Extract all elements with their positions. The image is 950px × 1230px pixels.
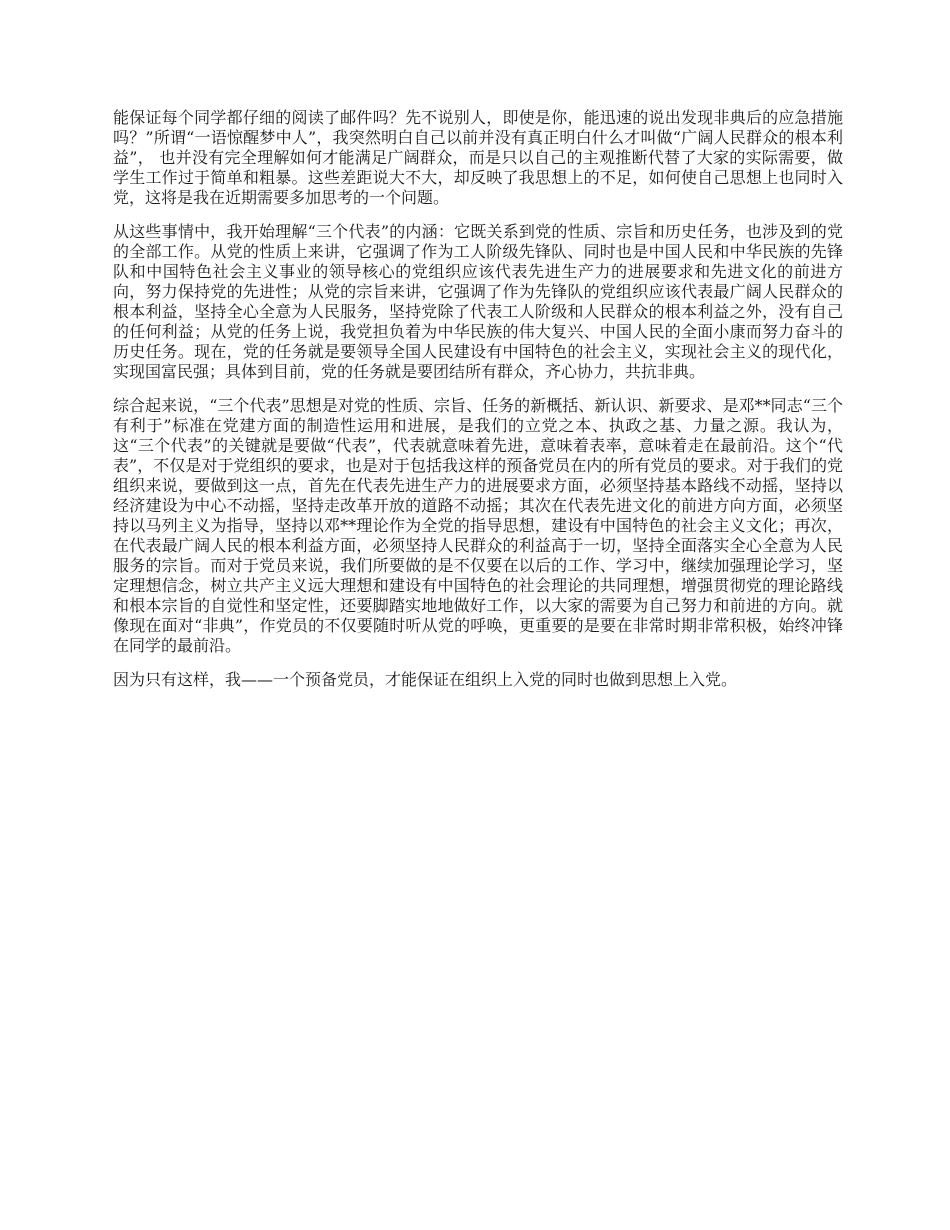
- paragraph-4: 因为只有这样，我——一个预备党员，才能保证在组织上入党的同时也做到思想上入党。: [113, 670, 738, 689]
- paragraph-3: 综合起来说，“三个代表”思想是对党的性质、宗旨、任务的新概括、新认识、新要求、是邓**同志“三个有利于”标准在党建方面的制造性运用和进展，是我们的立党之本、执政之基、力量之源。我认为，这“三个代表”的关键就是要做“代表”，代表就意味着先进，意味着表率，意味着走在最前沿。这个“代表”，不仅是对于党组织的要求，也是对于包括我这样的预备党员在内的所有党员的要求。对于我们的党组织来说，要做到这一点，首先在代表先进生产力的进展要求方面，必须坚持基本路线不动摇，坚持以经济建设为中心不动摇，坚持走改革开放的道路不动摇；其次在代表先进文化的前进方向方面，必须坚持以马列主义为指导，坚持以邓**理论作为全党的指导思想，建设有中国特色的社会主义文化；再次，在代表最广阔人民的根本利益方面，必须坚持人民群众的利益高于一切，坚持全面落实全心全意为人民服务的宗旨。而对于党员来说，我们所要做的是不仅要在以后的工作、学习中，继续加强理论学习，坚定理想信念，树立共产主义远大理想和建设有中国特色的社会理论的共同理想，增强贯彻党的理论路线和根本宗旨的自觉性和坚定性，还要脚踏实地地做好工作，以大家的需要为自己努力和前进的方向。就像现在面对“非典”，作党员的不仅要随时听从党的呼唤，更重要的是要在非常时期非常积极，始终冲锋在同学的最前沿。: [113, 396, 843, 655]
- document-page: [113, 108, 843, 704]
- paragraph-1: 能保证每个同学都仔细的阅读了邮件吗？先不说别人，即使是你，能迅速的说出发现非典后的应急措施吗？”所谓“一语惊醒梦中人”，我突然明白自己以前并没有真正明白什么才叫做“广阔人民群众的根本利益”， 也并没有完全理解如何才能满足广阔群众，而是只以自己的主观推断代替了大家的实际需要，做学生工作过于简单和粗暴。这些差距说大不大，却反映了我思想上的不足，如何使自己思想上也同时入党，这将是我在近期需要多加思考的一个问题。: [113, 108, 843, 207]
- paragraph-2: 从这些事情中，我开始理解“三个代表”的内涵：它既关系到党的性质、宗旨和历史任务，也涉及到的党的全部工作。从党的性质上来讲，它强调了作为工人阶级先锋队、同时也是中国人民和中华民族的先锋队和中国特色社会主义事业的领导核心的党组织应该代表先进生产力的进展要求和先进文化的前进方向，努力保持党的先进性；从党的宗旨来讲，它强调了作为先锋队的党组织应该代表最广阔人民群众的根本利益，坚持全心全意为人民服务，坚持党除了代表工人阶级和人民群众的根本利益之外，没有自己的任何利益；从党的任务上说，我党担负着为中华民族的伟大复兴、中国人民的全面小康而努力奋斗的历史任务。现在，党的任务就是要领导全国人民建设有中国特色的社会主义，实现社会主义的现代化，实现国富民强；具体到目前，党的任务就是要团结所有群众，齐心协力，共抗非典。: [113, 222, 843, 381]
